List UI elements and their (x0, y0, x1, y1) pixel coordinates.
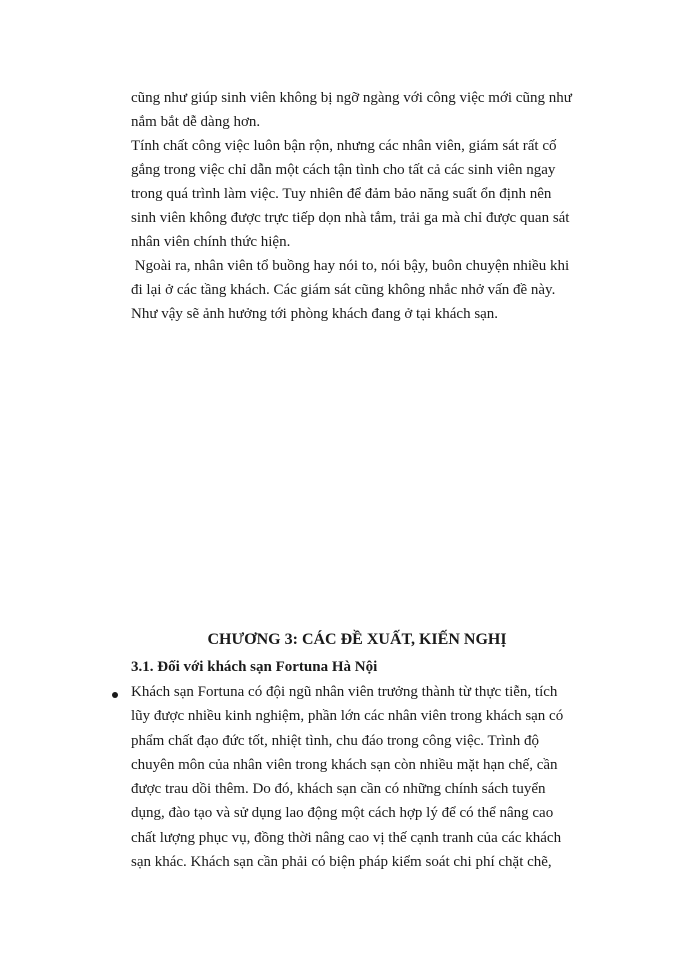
bullet-paragraph-line: chuyên môn của nhân viên trong khách sạn còn nhiều mặt hạn chế, cần (131, 756, 558, 773)
paragraph-3-line: Như vậy sẽ ảnh hưởng tới phòng khách đang ở tại khách sạn. (131, 306, 499, 322)
paragraph-2-line: nhân viên chính thức hiện. (131, 234, 291, 250)
paragraph-1 (131, 86, 572, 134)
paragraph-3-line: Ngoài ra, nhân viên tổ buồng hay nói to, nói bậy, buôn chuyện nhiều khi (131, 258, 570, 274)
bullet-paragraph-line: phẩm chất đạo đức tốt, nhiệt tình, chu đáo trong công việc. Trình độ (131, 732, 540, 749)
bullet-paragraph-line: sạn khác. Khách sạn cần phải có biện pháp kiểm soát chi phí chặt chẽ, (131, 854, 552, 871)
paragraph-2-line: trong quá trình làm việc. Tuy nhiên để đảm bảo năng suất ổn định nên (131, 186, 552, 202)
paragraph-3-line: đi lại ở các tầng khách. Các giám sát cũng không nhắc nhở vấn đề này. (131, 282, 556, 298)
paragraph-2-line: gắng trong việc chỉ dẫn một cách tận tình cho tất cả các sinh viên ngay (131, 162, 556, 178)
paragraph-2-line: sinh viên không được trực tiếp dọn nhà tắm, trải ga mà chỉ được quan sát (131, 210, 570, 226)
bullet-icon (112, 692, 118, 698)
paragraph-2-line: Tính chất công việc luôn bận rộn, nhưng các nhân viên, giám sát rất cố (131, 138, 557, 154)
paragraph-2 (131, 134, 569, 254)
bullet-paragraph-line: dụng, đào tạo và sử dụng lao động một cách hợp lý để có thể nâng cao (131, 805, 554, 822)
paragraph-1-line: cũng như giúp sinh viên không bị ngỡ ngàng với công việc mới cũng như (131, 90, 572, 106)
bullet-paragraph (131, 680, 563, 874)
chapter-title: CHƯƠNG 3: CÁC ĐỀ XUẤT, KIẾN NGHỊ (207, 631, 507, 648)
bullet-paragraph-line: được trau dồi thêm. Do đó, khách sạn cần có những chính sách tuyển (131, 781, 546, 798)
bullet-paragraph-line: chất lượng phục vụ, đồng thời nâng cao vị thế cạnh tranh của các khách (131, 829, 562, 846)
bullet-paragraph-line: lũy được nhiều kinh nghiệm, phần lớn các nhân viên trong khách sạn có (131, 708, 564, 725)
bullet-paragraph-line: Khách sạn Fortuna có đội ngũ nhân viên trưởng thành từ thực tiễn, tích (131, 684, 558, 700)
paragraph-1-line: nắm bắt dễ dàng hơn. (131, 114, 261, 130)
section-title: 3.1. Đối với khách sạn Fortuna Hà Nội (131, 659, 378, 675)
paragraph-3 (131, 254, 569, 326)
